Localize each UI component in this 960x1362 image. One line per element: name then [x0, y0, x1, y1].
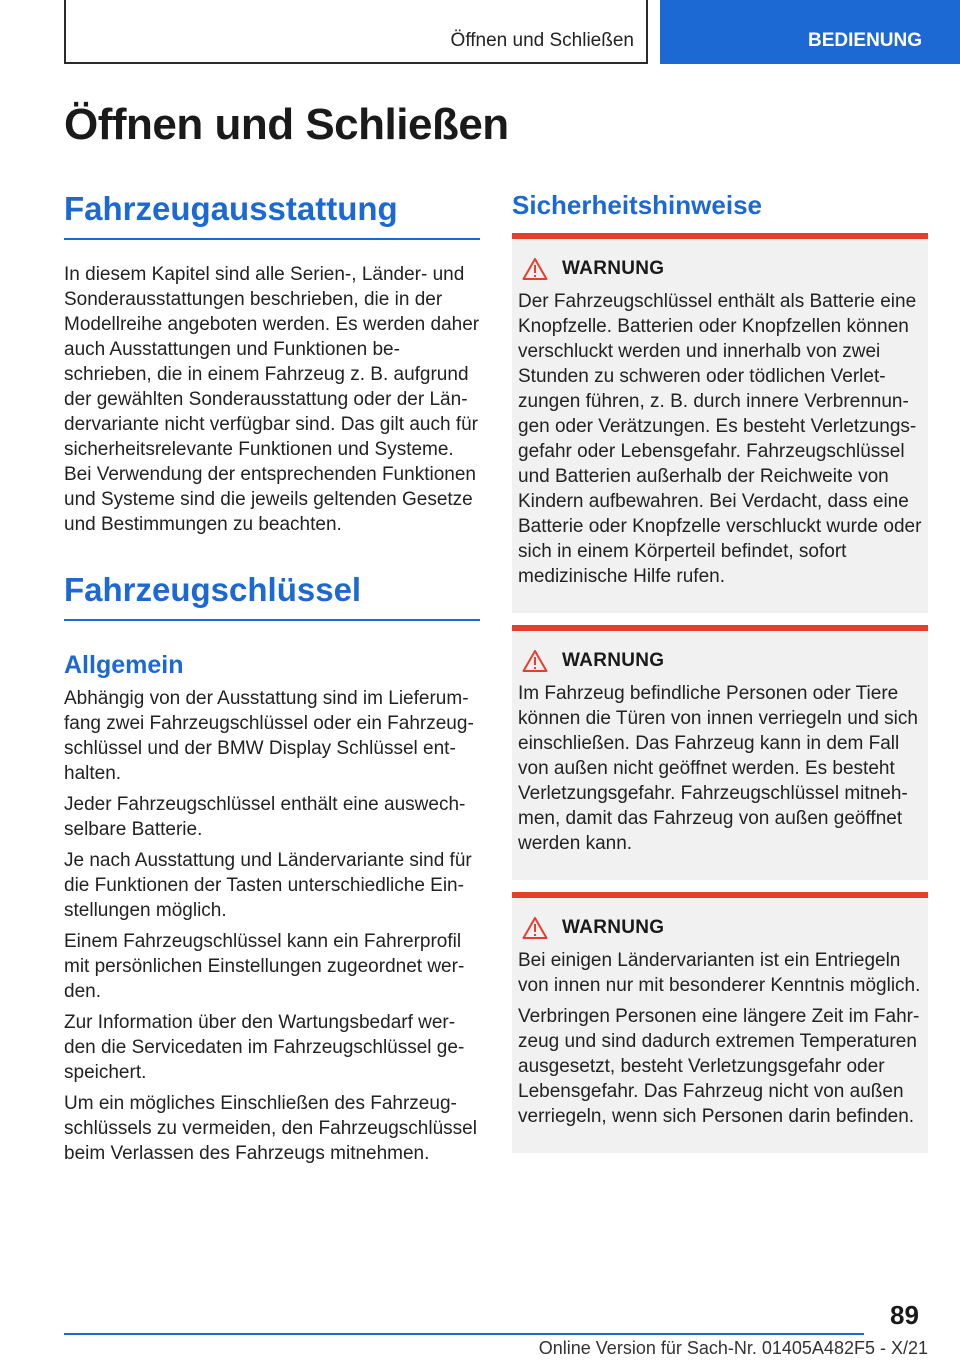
warning-triangle-icon [522, 257, 548, 281]
warning-header [522, 257, 922, 281]
warning-text: Bei einigen Ländervarianten ist ein Entriegeln von innen nur mit besonderer Kenntnis möglich. [518, 950, 921, 996]
paragraph: Um ein mögliches Einschließen des Fahrzeugschlüssels zu vermeiden, den Fahrzeugschlüssel beim Verlassen des Fahrzeugs mitnehmen. [64, 1093, 477, 1164]
header-section-title [64, 0, 648, 64]
paragraph: Je nach Ausstattung und Ländervariante sind für die Funktionen der Tasten unterschiedliche Einstellungen möglich. [64, 850, 472, 921]
warning-label: WARNUNG [562, 258, 665, 279]
warning-header [522, 649, 922, 673]
footer-version-text: Online Version für Sach-Nr. 01405A482F5 - X/21 [538, 1338, 928, 1358]
heading-fahrzeugschluessel: Fahrzeugschlüssel [64, 571, 480, 621]
page-title: Öffnen und Schließen [64, 100, 509, 149]
warning-box [512, 625, 928, 880]
warning-label: WARNUNG [562, 917, 665, 938]
heading-sicherheitshinweise: Sicherheitshinweise [512, 190, 762, 220]
paragraph: Zur Information über den Wartungsbedarf werden die Servicedaten im Fahrzeugschlüssel gespeichert. [64, 1012, 465, 1083]
page-number: 89 [890, 1300, 919, 1330]
heading-fahrzeugausstattung: Fahrzeugausstattung [64, 190, 480, 240]
warning-box [512, 892, 928, 1153]
heading-allgemein: Allgemein [64, 651, 184, 679]
header-section-title-text: Öffnen und Schließen [450, 30, 634, 51]
header-tab-bedienung[interactable] [660, 0, 960, 64]
warning-triangle-icon [522, 649, 548, 673]
warning-text: Verbringen Personen eine längere Zeit im Fahrzeug und sind dadurch extremen Temperaturen ausgesetzt, besteht Verletzungsgefahr oder Lebensgefahr. Das Fahrzeug nicht von außen verriegeln, wenn sich Personen darin befinden. [518, 1006, 920, 1127]
warning-box [512, 233, 928, 613]
paragraph: Einem Fahrzeugschlüssel kann ein Fahrerprofil mit persönlichen Einstellungen zugeordnet werden. [64, 931, 465, 1002]
left-column [64, 190, 480, 1172]
paragraph-ausstattung: In diesem Kapitel sind alle Serien-, Länder- und Sonderausstattungen beschrieben, die in der Modellreihe angeboten werden. Es werden daher auch Ausstattungen und Funktionen beschrieben, die in einem Fahrzeug z. B. aufgrund der gewählten Sonderausstattung oder der Ländervariante nicht verfügbar sind. Das gilt auch für sicherheitsrelevante Funktionen und Systeme. Bei Verwendung der entsprechenden Funktionen und Systeme sind die jeweils geltenden Gesetze und Bestimmungen zu beachten. [64, 264, 480, 535]
header-tab-label: BEDIENUNG [808, 30, 923, 51]
warning-text: Im Fahrzeug befindliche Personen oder Tiere können die Türen von innen verriegeln und sich einschließen. Das Fahrzeug kann in dem Fall von außen nicht geöffnet werden. Es besteht Verletzungsgefahr. Fahrzeugschlüssel mitnehmen, damit das Fahrzeug von außen geöffnet werden kann. [518, 683, 918, 854]
warning-triangle-icon [522, 916, 548, 940]
paragraph: Jeder Fahrzeugschlüssel enthält eine auswechselbare Batterie. [64, 794, 466, 840]
warning-header [522, 916, 922, 940]
paragraph: Abhängig von der Ausstattung sind im Lieferumfang zwei Fahrzeugschlüssel oder ein Fahrzeugschlüssel und der BMW Display Schlüssel enthalten. [64, 688, 474, 784]
warning-text: Der Fahrzeugschlüssel enthält als Batterie eine Knopfzelle. Batterien oder Knopfzellen können verschluckt werden und innerhalb von zwei Stunden zu schweren oder tödlichen Verletzungen führen, z. B. durch innere Verbrennungen oder Verätzungen. Es besteht Verletzungsgefahr oder Lebensgefahr. Fahrzeugschlüssel und Batterien außerhalb der Reichweite von Kindern aufbewahren. Bei Verdacht, dass eine Batterie oder Knopfzelle verschluckt wurde oder sich in einem Körperteil befindet, sofort medizinische Hilfe rufen. [518, 291, 922, 587]
footer-divider [64, 1333, 864, 1335]
right-column [512, 190, 928, 1165]
warning-label: WARNUNG [562, 650, 665, 671]
